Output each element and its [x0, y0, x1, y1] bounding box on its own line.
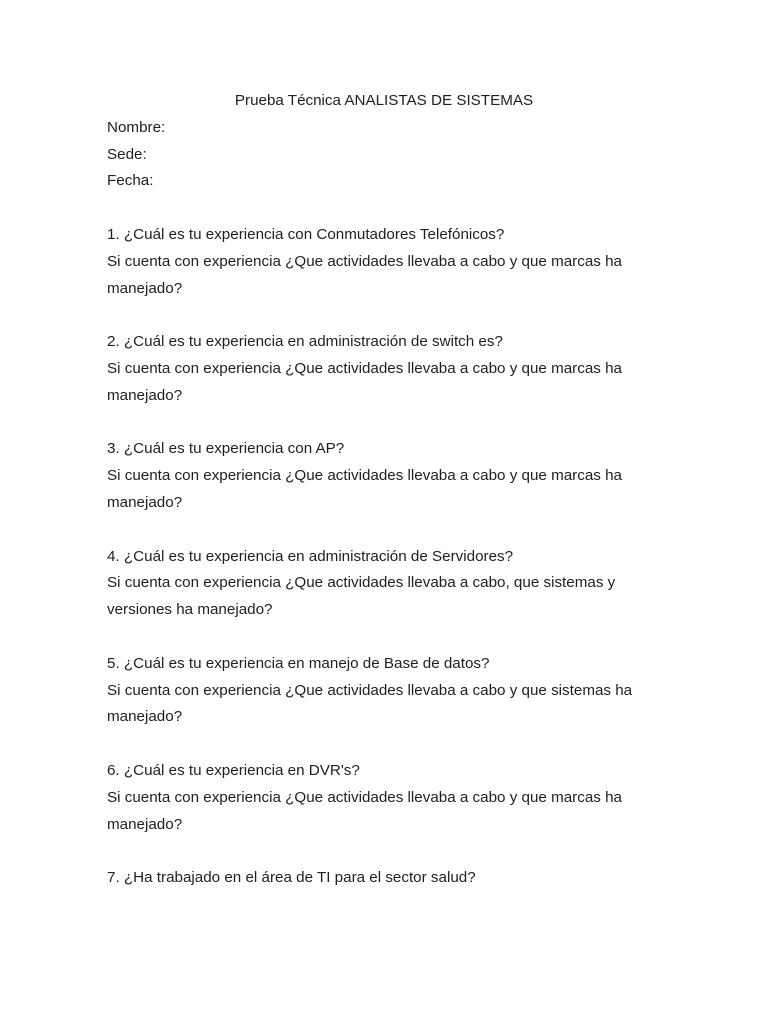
question-followup: Si cuenta con experiencia ¿Que actividades llevaba a cabo, que sistemas y versiones ha manejado? [107, 574, 616, 619]
spacer [107, 302, 667, 329]
question-followup: Si cuenta con experiencia ¿Que actividades llevaba a cabo y que marcas ha manejado? [107, 359, 622, 404]
spacer [107, 731, 667, 758]
question-text: 3. ¿Cuál es tu experiencia con AP? [107, 440, 345, 458]
question-text: 6. ¿Cuál es tu experiencia en DVR's? [107, 761, 360, 779]
question-text: 7. ¿Ha trabajado en el área de TI para el sector salud? [107, 869, 476, 887]
question-text: 5. ¿Cuál es tu experiencia en manejo de Base de datos? [107, 654, 490, 672]
question-text: 1. ¿Cuál es tu experiencia con Conmutadores Telefónicos? [107, 225, 505, 243]
spacer [107, 410, 667, 437]
question-followup: Si cuenta con experiencia ¿Que actividades llevaba a cabo y que marcas ha manejado? [107, 252, 622, 297]
question-block-7 [107, 865, 667, 892]
question-block-2 [107, 329, 667, 409]
document-title: Prueba Técnica ANALISTAS DE SISTEMAS [234, 92, 534, 109]
question-followup: Si cuenta con experiencia ¿Que actividades llevaba a cabo y que marcas ha manejado? [107, 467, 622, 511]
spacer [107, 838, 667, 865]
question-followup: Si cuenta con experiencia ¿Que actividades llevaba a cabo y que sistemas ha manejado? [107, 681, 633, 726]
document-body [107, 88, 667, 892]
field-fecha-label: Fecha: [107, 172, 154, 190]
question-block-4 [107, 544, 667, 624]
question-block-1 [107, 222, 667, 302]
spacer [107, 624, 667, 651]
question-block-6 [107, 758, 667, 838]
field-sede-label: Sede: [107, 145, 147, 163]
question-text: 4. ¿Cuál es tu experiencia en administración de Servidores? [107, 547, 514, 565]
spacer [107, 195, 667, 222]
question-block-3 [107, 436, 667, 516]
field-nombre-label: Nombre: [107, 118, 166, 136]
spacer [107, 517, 667, 544]
question-followup: Si cuenta con experiencia ¿Que actividades llevaba a cabo y que marcas ha manejado? [107, 788, 622, 833]
question-text: 2. ¿Cuál es tu experiencia en administración de switch es? [107, 333, 503, 351]
question-block-5 [107, 651, 667, 731]
